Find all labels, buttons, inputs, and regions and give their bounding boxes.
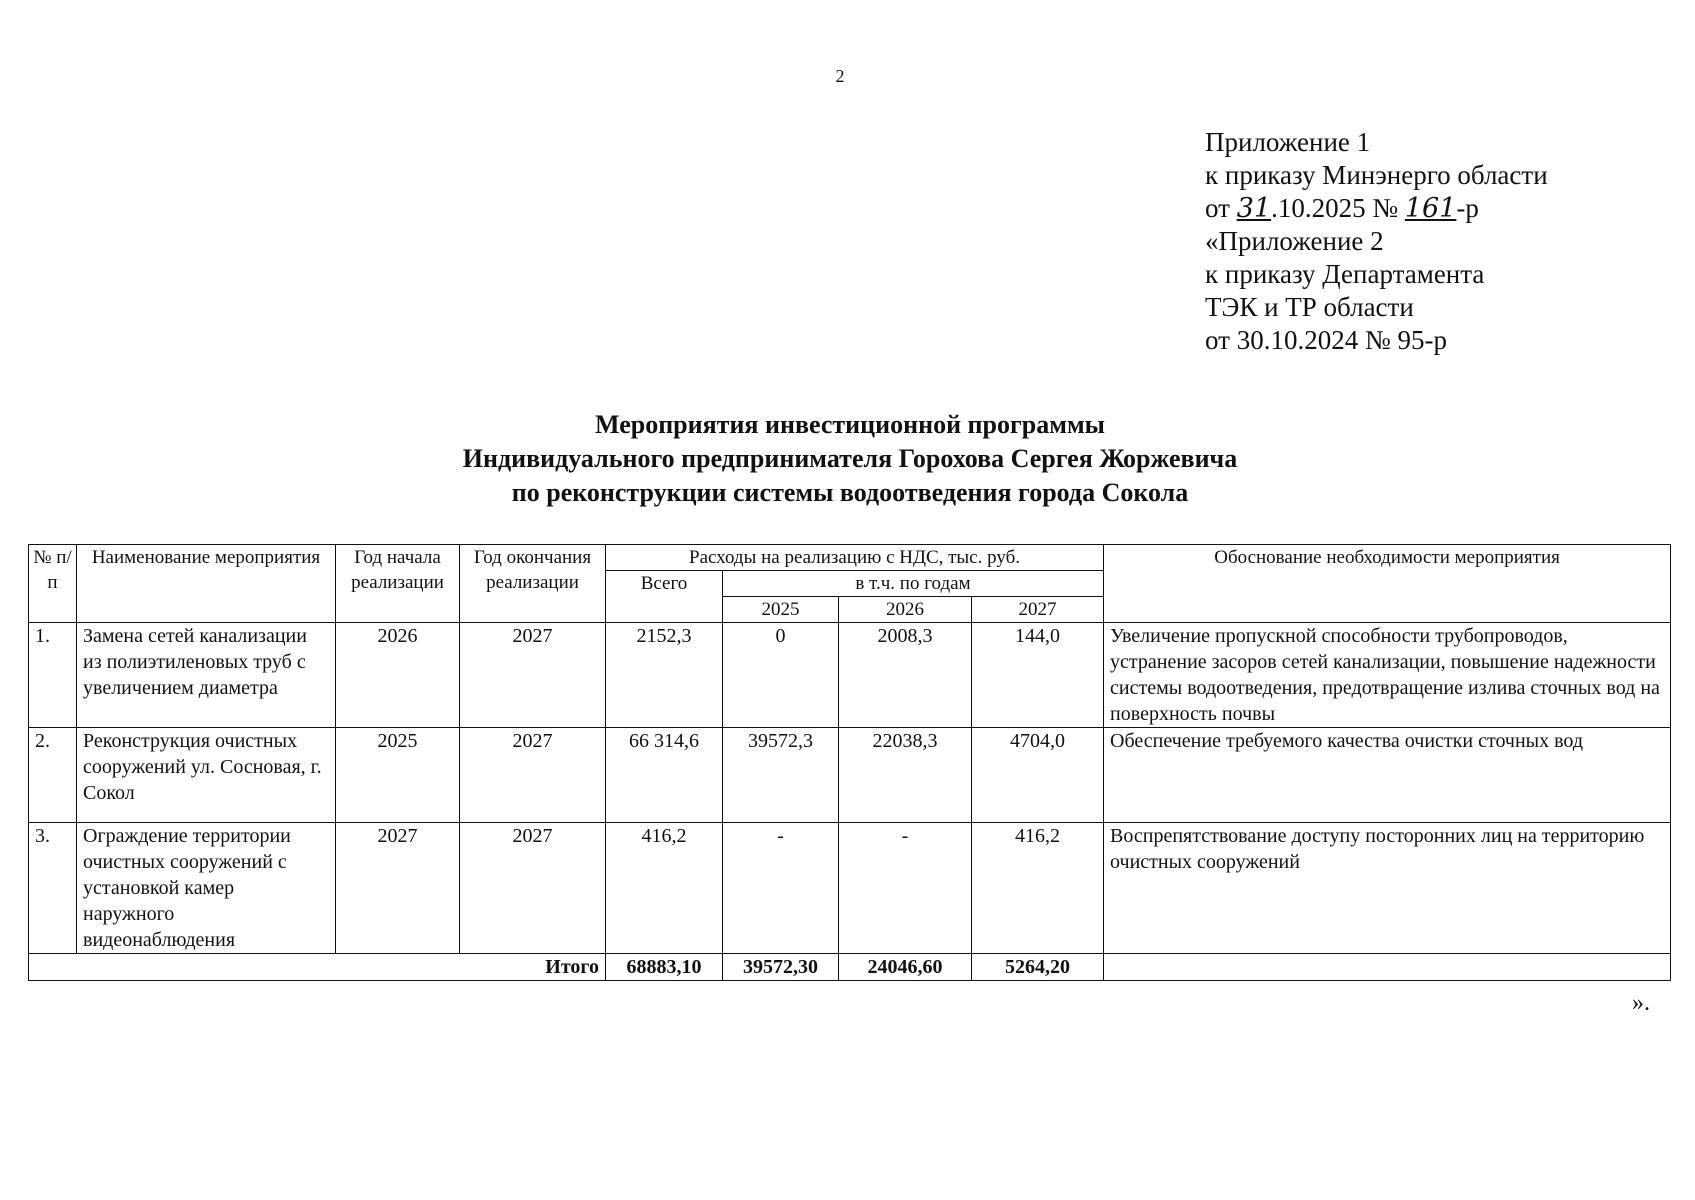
totals-2026: 24046,60 [839,954,972,981]
row-end-year: 2027 [460,623,606,728]
appendix-line-6: ТЭК и ТР области [1205,292,1414,322]
row-end-year: 2027 [460,728,606,823]
header-by-years: в т.ч. по годам [723,571,1104,597]
row-2026: - [839,823,972,954]
handwritten-order-number: 161 [1404,193,1457,224]
row-start-year: 2026 [336,623,460,728]
header-start-year: Год начала реализации [336,545,460,623]
header-year-2026: 2026 [839,597,972,623]
row-2025: 0 [723,623,839,728]
closing-quote: ». [1632,990,1650,1016]
row-justification: Обеспечение требуемого качества очистки сточных вод [1104,728,1671,823]
header-total: Всего [606,571,723,623]
table-row [29,728,1671,823]
row-2026: 2008,3 [839,623,972,728]
investment-measures-table [28,544,1671,981]
title-line-1: Мероприятия инвестиционной программы [595,410,1105,439]
row-name: Замена сетей канализации из полиэтиленовых труб с увеличением диаметра [77,623,336,728]
totals-2025: 39572,30 [723,954,839,981]
row-name: Ограждение территории очистных сооружений с установкой камер наружного видеонаблюдения [77,823,336,954]
order-date-mid: .10.2025 № [1271,193,1405,223]
row-2025: 39572,3 [723,728,839,823]
totals-2027: 5264,20 [972,954,1104,981]
header-year-2025: 2025 [723,597,839,623]
row-num: 3. [29,823,77,954]
totals-row [29,954,1671,981]
appendix-line-2: к приказу Минэнерго области [1205,160,1548,190]
totals-total: 68883,10 [606,954,723,981]
row-name: Реконструкция очистных сооружений ул. Сосновая, г. Сокол [77,728,336,823]
order-number-suffix: -р [1456,193,1479,223]
appendix-line-3 [1205,192,1548,225]
header-num: № п/ п [29,545,77,623]
appendix-line-5: к приказу Департамента [1205,259,1485,289]
header-justification: Обоснование необходимости мероприятия [1104,545,1671,623]
row-total: 66 314,6 [606,728,723,823]
page-number: 2 [835,66,845,86]
appendix-line-4: «Приложение 2 [1205,226,1384,256]
row-2025: - [723,823,839,954]
totals-justification-empty [1104,954,1671,981]
row-justification: Увеличение пропускной способности трубопроводов, устранение засоров сетей канализации, повышение надежности системы водоотведения, предотвращение излива сточных вод на поверхность почвы [1104,623,1671,728]
appendix-block [1205,126,1548,357]
row-start-year: 2025 [336,728,460,823]
document-title [200,408,1500,510]
table-row [29,623,1671,728]
table-row [29,823,1671,954]
row-2026: 22038,3 [839,728,972,823]
row-2027: 416,2 [972,823,1104,954]
row-total: 2152,3 [606,623,723,728]
appendix-line-7: от 30.10.2024 № 95-р [1205,325,1447,355]
totals-label: Итого [29,954,606,981]
title-line-2: Индивидуального предпринимателя Горохова Сергея Жоржевича [462,444,1238,473]
handwritten-day: 31 [1236,193,1272,224]
row-total: 416,2 [606,823,723,954]
header-year-2027: 2027 [972,597,1104,623]
appendix-line-1: Приложение 1 [1205,127,1371,157]
row-num: 2. [29,728,77,823]
order-date-prefix: от [1205,193,1237,223]
row-num: 1. [29,623,77,728]
title-line-3: по реконструкции системы водоотведения города Сокола [511,478,1189,507]
row-justification: Воспрепятствование доступу посторонних лиц на территорию очистных сооружений [1104,823,1671,954]
row-2027: 4704,0 [972,728,1104,823]
row-2027: 144,0 [972,623,1104,728]
row-end-year: 2027 [460,823,606,954]
row-start-year: 2027 [336,823,460,954]
header-end-year: Год окончания реализации [460,545,606,623]
header-name: Наименование мероприятия [77,545,336,623]
header-costs: Расходы на реализацию с НДС, тыс. руб. [606,545,1104,571]
